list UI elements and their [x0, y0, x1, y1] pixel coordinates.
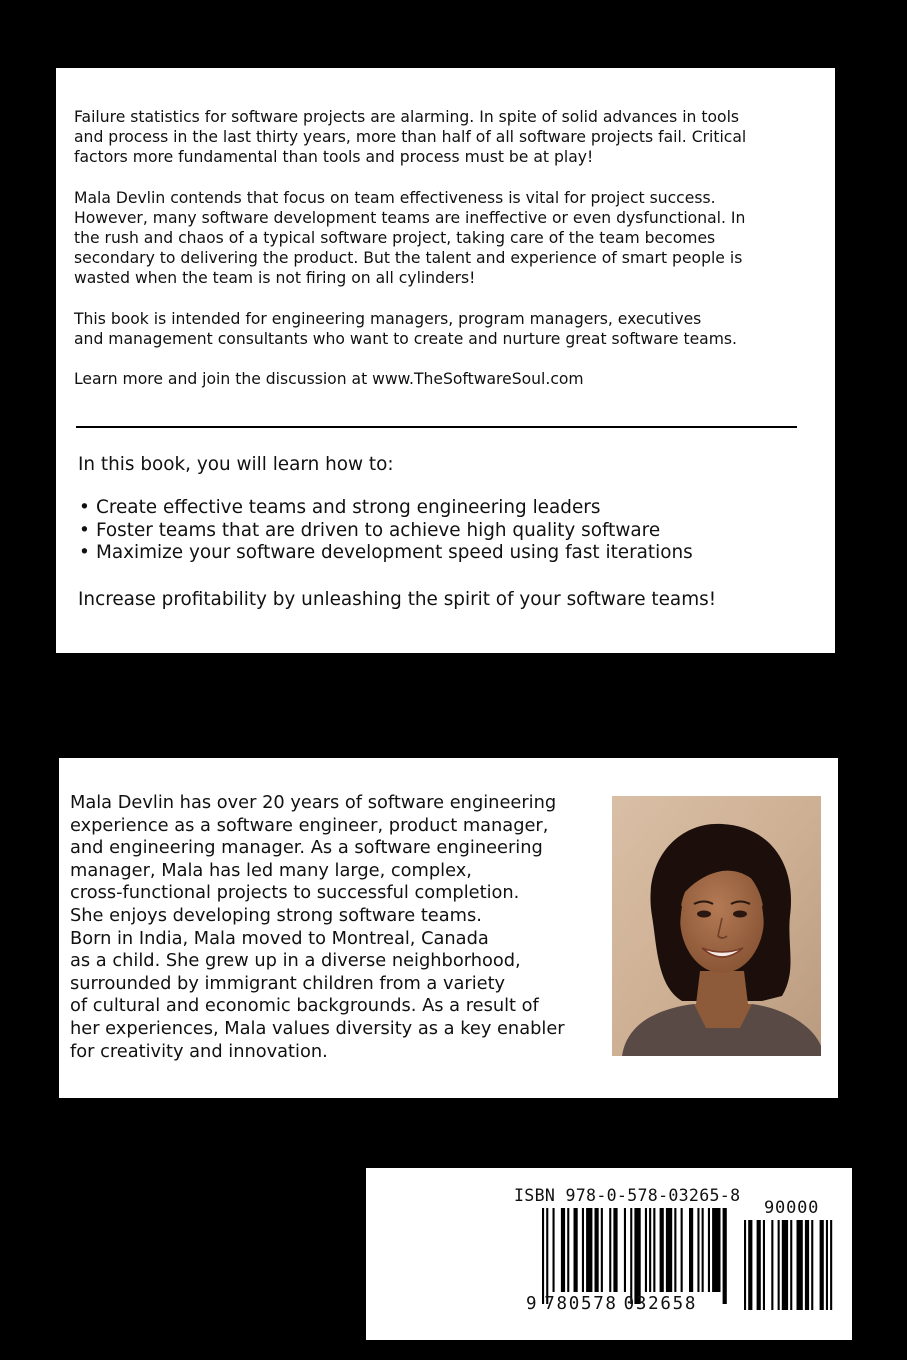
barcode-bar — [567, 1208, 569, 1292]
author-bio-text: Mala Devlin has over 20 years of software engineering experience as a software engineer, product manager, and engineering manager. As a software engineering manager, Mala has led many large, complex, cross-functional projects to successful completion. She enjoys developing strong software teams. Born in India, Mala moved to Montreal, Canada as a child. She grew up in a diverse neighborhood, surrounded by immigrant children from a variety of cultural and economic backgrounds. As a result of her experiences, Mala values diversity as a key enabler for creativity and innovation. — [70, 792, 565, 1062]
barcode-human-readable — [526, 1294, 697, 1314]
description-panel — [56, 68, 835, 653]
barcode-right-digits: 032658 — [623, 1294, 698, 1314]
addon-bar — [782, 1220, 788, 1310]
barcode-bar — [660, 1208, 664, 1292]
bullet-icon: • — [79, 519, 90, 541]
addon-bar — [748, 1220, 752, 1310]
section-divider — [76, 426, 797, 428]
barcode-bar — [708, 1208, 710, 1292]
barcode-bar — [613, 1208, 617, 1292]
addon-bar — [797, 1220, 803, 1310]
description-paragraph-audience: This book is intended for engineering managers, program managers, executives and management consultants who want to create and nurture great software teams. — [74, 310, 737, 348]
barcode-bar — [674, 1208, 676, 1292]
list-item-text: Maximize your software development speed using fast iterations — [96, 542, 693, 564]
barcode-bar — [649, 1208, 651, 1292]
barcode-bar — [546, 1208, 548, 1304]
barcode-bar — [574, 1208, 578, 1292]
addon-bar — [790, 1220, 792, 1310]
barcode-bar — [595, 1208, 599, 1292]
barcode-bar — [601, 1208, 603, 1292]
addon-bar — [778, 1220, 780, 1310]
barcode-bar — [561, 1208, 565, 1292]
author-bio-panel — [59, 758, 838, 1098]
bullet-icon: • — [79, 542, 90, 564]
list-item-text: Foster teams that are driven to achieve high quality software — [96, 519, 661, 541]
isbn-label: ISBN 978-0-578-03265-8 — [514, 1186, 741, 1205]
barcode-bar — [542, 1208, 544, 1304]
barcode-bar — [582, 1208, 584, 1292]
addon-bar — [757, 1220, 761, 1310]
addon-bar — [820, 1220, 824, 1310]
barcode-first-digit: 9 — [526, 1294, 539, 1314]
isbn-barcode-box — [366, 1168, 852, 1340]
barcode-bar — [553, 1208, 555, 1292]
closing-statement: Increase profitability by unleashing the spirit of your software teams! — [78, 589, 717, 610]
addon-bar — [744, 1220, 746, 1310]
addon-bar — [763, 1220, 765, 1310]
barcode-bar — [697, 1208, 699, 1292]
list-item — [78, 497, 818, 520]
author-photo — [612, 796, 821, 1056]
addon-bar — [811, 1220, 813, 1310]
barcode-bar — [653, 1208, 655, 1292]
learn-heading: In this book, you will learn how to: — [78, 454, 394, 475]
barcode-bar — [723, 1208, 727, 1304]
addon-bar — [826, 1220, 828, 1310]
description-paragraph-statistics: Failure statistics for software projects are alarming. In spite of solid advances in tools and process in the last thirty years, more than half of all software projects fail. Critical factors more fundamental than tools and process must be at play! — [74, 108, 747, 166]
barcode-bar — [634, 1208, 640, 1304]
bullet-icon: • — [79, 497, 90, 518]
price-addon-label: 90000 — [764, 1198, 820, 1218]
barcode-bar — [666, 1208, 672, 1292]
barcode-bar — [586, 1208, 592, 1292]
addon-bar — [830, 1220, 832, 1310]
addon-bar — [805, 1220, 809, 1310]
list-item — [78, 542, 818, 565]
barcode-bar — [689, 1208, 693, 1292]
barcode-bar — [702, 1208, 704, 1292]
learn-list — [78, 497, 818, 565]
barcode-bar — [681, 1208, 683, 1292]
addon-bar — [771, 1220, 773, 1310]
barcode-bar — [630, 1208, 632, 1304]
barcode-bar — [645, 1208, 647, 1292]
list-item-text: Create effective teams and strong engineering leaders — [96, 497, 601, 518]
description-paragraph-website: Learn more and join the discussion at www.TheSoftwareSoul.com — [74, 370, 584, 388]
barcode-bar — [609, 1208, 611, 1292]
barcode-bar — [712, 1208, 720, 1292]
barcode-left-digits: 780578 — [544, 1294, 618, 1314]
barcode-bar — [624, 1208, 626, 1292]
list-item — [78, 520, 818, 543]
description-paragraph-team-effectiveness: Mala Devlin contends that focus on team effectiveness is vital for project success. However, many software development teams are ineffective or even dysfunctional. In the rush and chaos of a typical software project, taking care of the team becomes secondary to delivering the product. But the talent and experience of smart people is wasted when the team is not firing on all cylinders! — [74, 189, 746, 287]
